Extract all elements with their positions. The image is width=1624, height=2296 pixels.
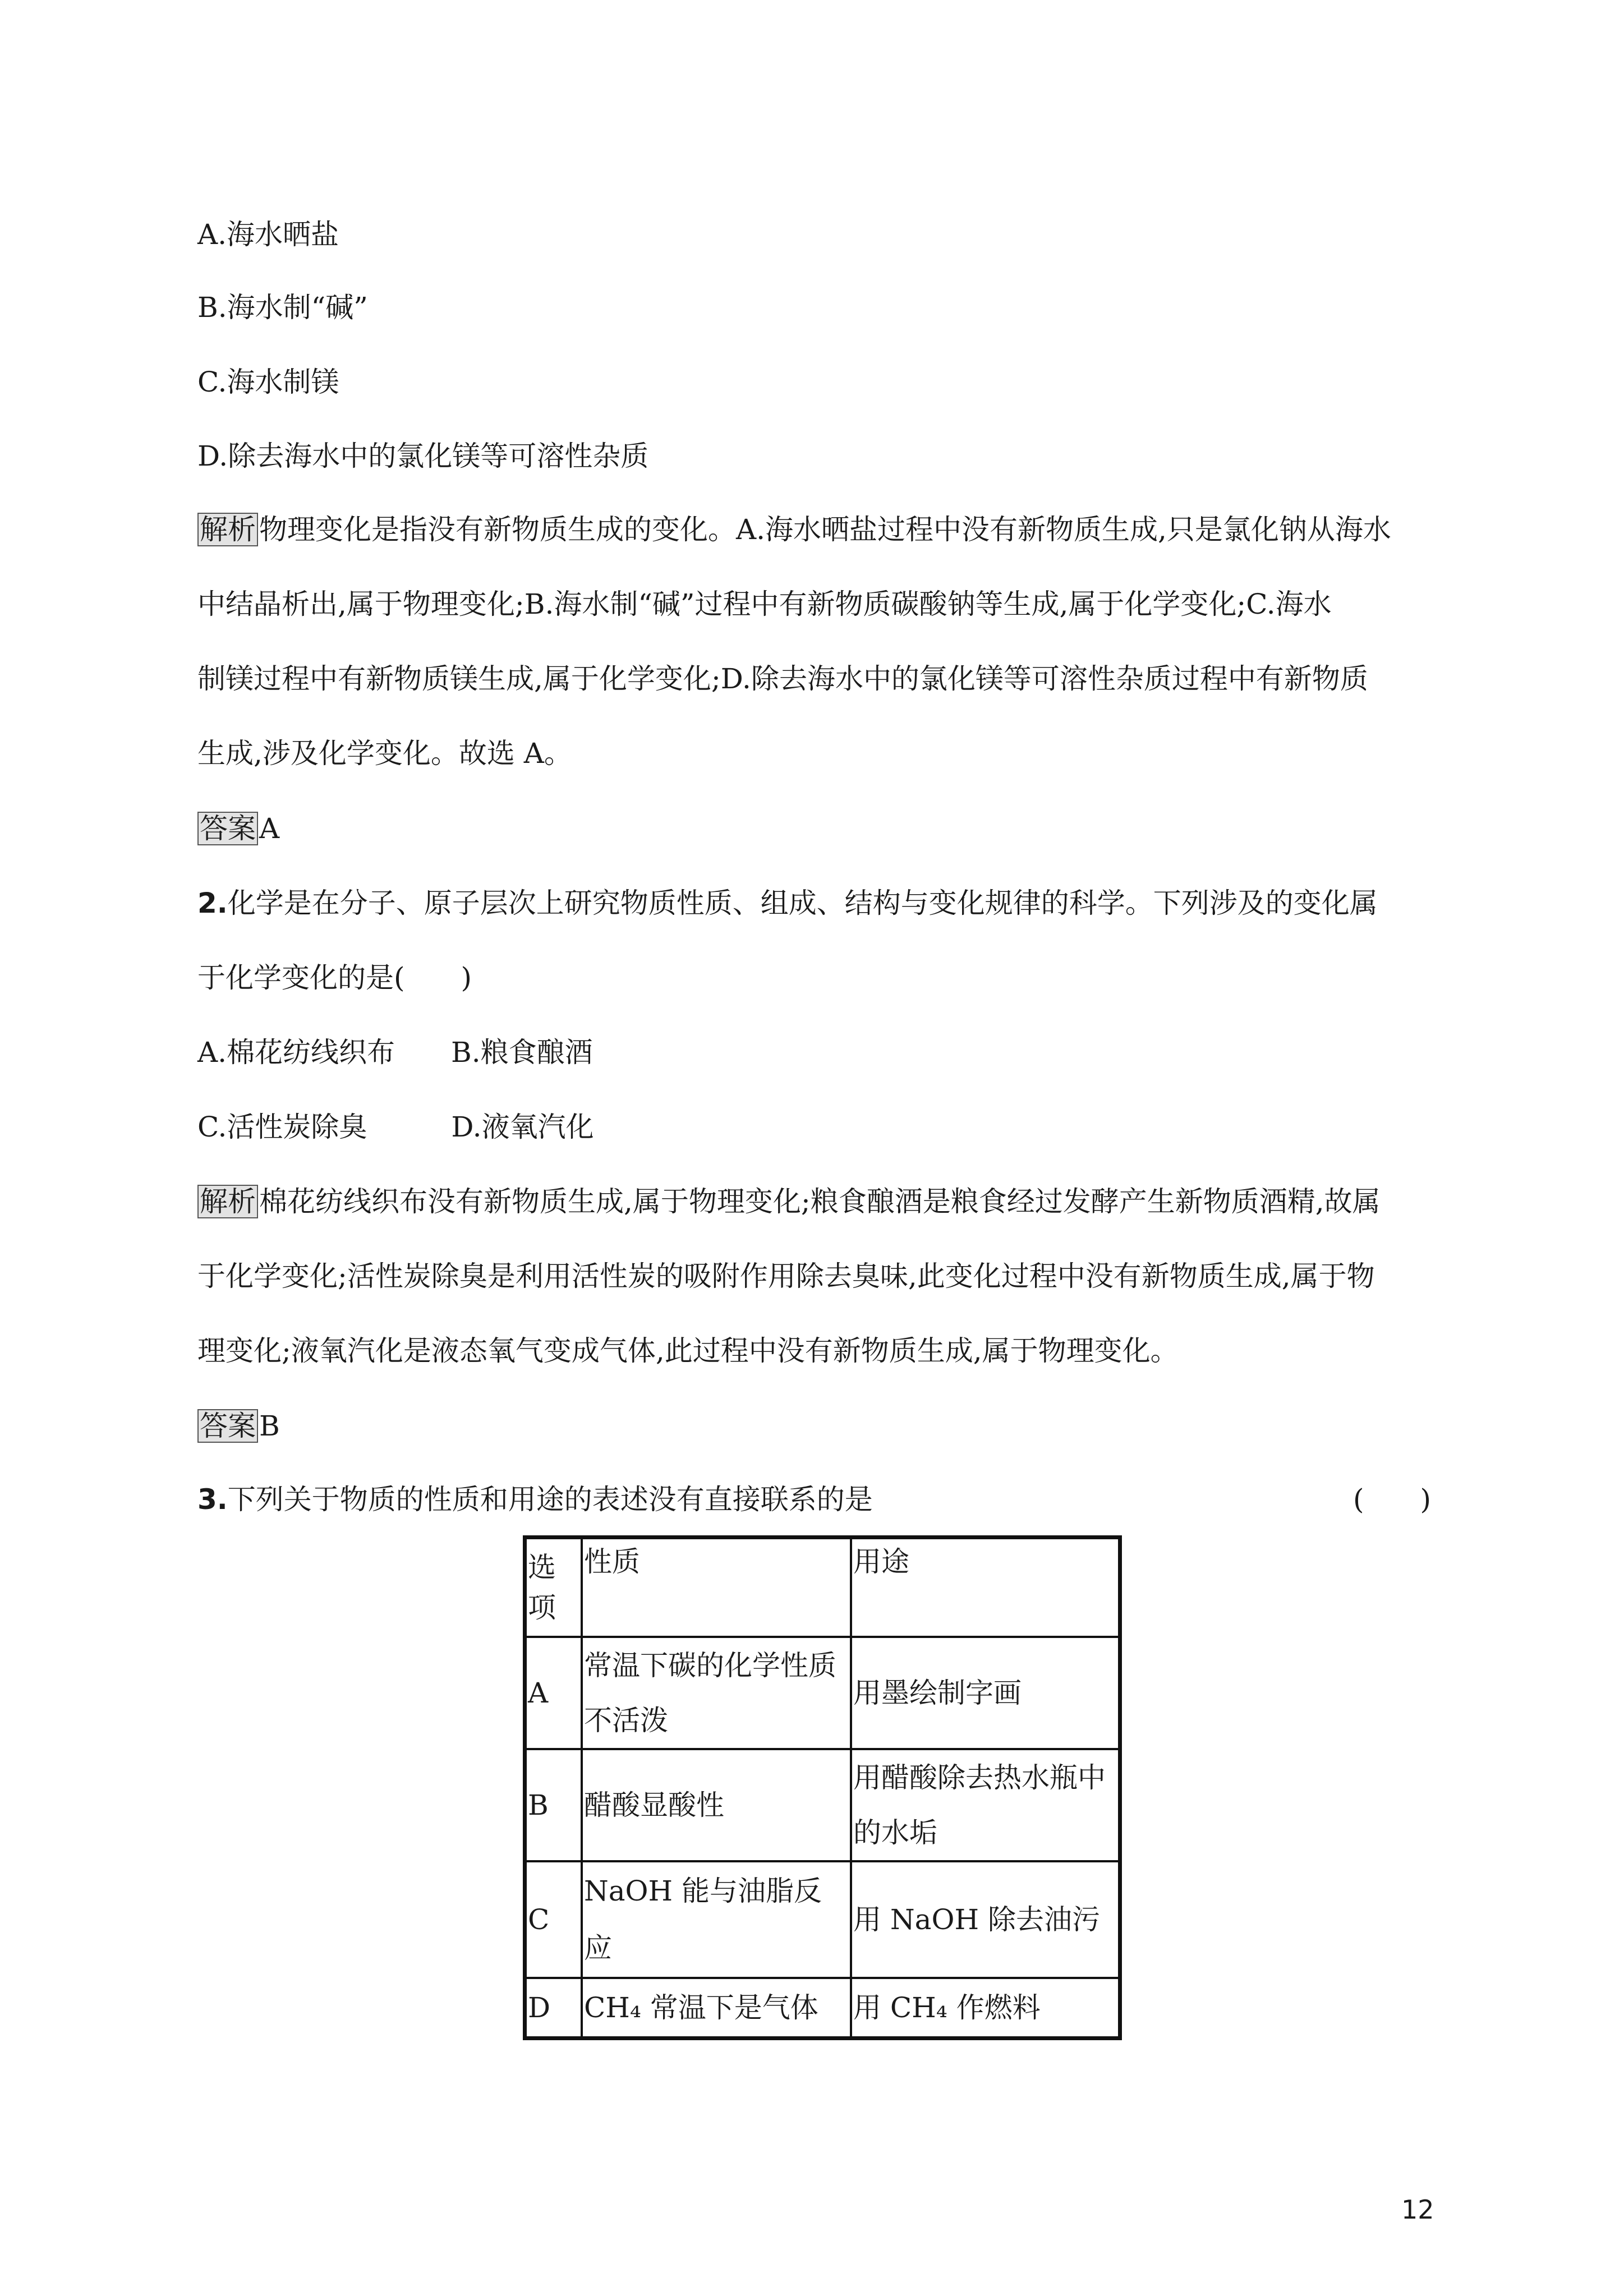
row-d-option: D (525, 1978, 582, 2039)
table-row (525, 1637, 1120, 1749)
q1-option-b: B.海水制“碱” (197, 291, 368, 324)
q1-option-c: C.海水制镁 (197, 366, 339, 398)
q2-analysis-line-1: 解析 棉花纺线织布没有新物质生成,属于物理变化;粮食酿酒是粮食经过发酵产生新物质酒精,故属 (197, 1185, 1381, 1218)
q3-answer-paren: ( ) (1353, 1483, 1432, 1516)
q2-answer-tag: 答案 (197, 1409, 258, 1443)
row-b-property: 醋酸显酸性 (582, 1749, 851, 1861)
q3-stem: 3.下列关于物质的性质和用途的表述没有直接联系的是 (197, 1483, 873, 1516)
row-a-property: 常温下碳的化学性质不活泼 (582, 1637, 851, 1749)
q2-number: 2. (197, 887, 228, 919)
row-c-property: NaOH 能与油脂反应 (582, 1861, 851, 1978)
row-a-use: 用墨绘制字画 (851, 1637, 1120, 1749)
header-property: 性质 (582, 1538, 851, 1637)
row-d-property: CH₄ 常温下是气体 (582, 1978, 851, 2039)
row-d-use: 用 CH₄ 作燃料 (851, 1978, 1120, 2039)
q1-answer-value: A (259, 812, 280, 845)
q2-stem-line-1: 2.化学是在分子、原子层次上研究物质性质、组成、结构与变化规律的科学。下列涉及的变化属 (197, 887, 1378, 919)
q2-analysis-tag: 解析 (197, 1185, 258, 1218)
table-row (525, 1861, 1120, 1978)
page-number: 12 (1401, 2194, 1434, 2225)
q3-options-table (523, 1535, 1122, 2040)
table-row (525, 1978, 1120, 2039)
q1-analysis-line-4: 生成,涉及化学变化。故选 A。 (197, 737, 572, 770)
q1-analysis-line-2: 中结晶析出,属于物理变化;B.海水制“碱”过程中有新物质碳酸钠等生成,属于化学变化;C.海水 (197, 588, 1332, 620)
q1-analysis-tag: 解析 (197, 513, 258, 546)
q2-options-row-2: C.活性炭除臭 D.液氧汽化 (197, 1111, 594, 1143)
header-option: 选项 (525, 1538, 582, 1637)
q2-options-row-1: A.棉花纺线织布 B.粮食酿酒 (197, 1036, 593, 1069)
q3-number: 3. (197, 1483, 228, 1516)
q1-analysis-line-1: 解析 物理变化是指没有新物质生成的变化。A.海水晒盐过程中没有新物质生成,只是氯化钠从海水 (197, 513, 1391, 546)
q2-answer-value: B (259, 1410, 280, 1442)
q1-option-a: A.海水晒盐 (197, 218, 339, 251)
table-header-row (525, 1538, 1120, 1637)
q1-option-d: D.除去海水中的氯化镁等可溶性杂质 (197, 440, 649, 472)
table-row (525, 1749, 1120, 1861)
row-c-use: 用 NaOH 除去油污 (851, 1861, 1120, 1978)
q1-analysis-line-3: 制镁过程中有新物质镁生成,属于化学变化;D.除去海水中的氯化镁等可溶性杂质过程中有新物质 (197, 662, 1368, 695)
q2-stem-line-2: 于化学变化的是( ) (197, 961, 472, 994)
q2-analysis-line-3: 理变化;液氧汽化是液态氧气变成气体,此过程中没有新物质生成,属于物理变化。 (197, 1335, 1179, 1367)
row-b-option: B (525, 1749, 582, 1861)
row-b-use: 用醋酸除去热水瓶中的水垢 (851, 1749, 1120, 1861)
q2-analysis-line-2: 于化学变化;活性炭除臭是利用活性炭的吸附作用除去臭味,此变化过程中没有新物质生成,属于物 (197, 1260, 1375, 1292)
row-c-option: C (525, 1861, 582, 1978)
q1-answer-tag: 答案 (197, 812, 258, 845)
q1-answer (197, 812, 279, 845)
row-a-option: A (525, 1637, 582, 1749)
header-use: 用途 (851, 1538, 1120, 1637)
q2-answer (197, 1409, 280, 1443)
